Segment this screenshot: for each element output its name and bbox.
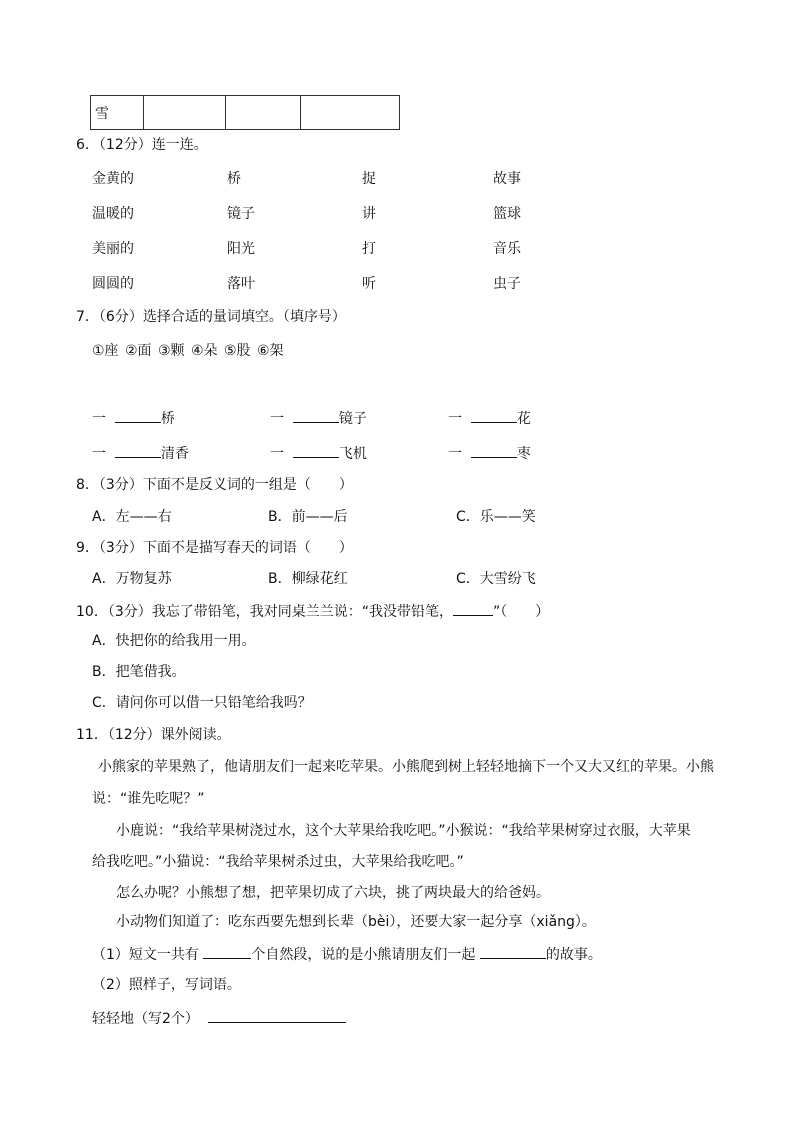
- choice-option-c[interactable]: C．乐——笑: [456, 509, 536, 525]
- fill-item: 一 枣: [448, 446, 531, 462]
- question-9-title: 9．（3分）下面不是描写春天的词语（ ）: [76, 540, 353, 556]
- answer-blank[interactable]: [115, 445, 161, 458]
- match-word[interactable]: 落叶: [227, 276, 255, 292]
- passage-paragraph: 小鹿说：“我给苹果树浇过水，这个大苹果给我吃吧。”小猴说：“我给苹果树穿过衣服，大苹果: [116, 823, 691, 839]
- question-10-title: 10．（3分）我忘了带铅笔，我对同桌兰兰说：“我没带铅笔， ”（ ）: [76, 604, 550, 620]
- passage-paragraph: 说：“谁先吃呢？”: [92, 791, 205, 807]
- answer-blank[interactable]: [471, 445, 517, 458]
- sub-question-1: （1）短文一共有 个自然段，说的是小熊请朋友们一起 的故事。: [92, 947, 602, 963]
- question-11-title: 11．（12分）课外阅读。: [76, 727, 231, 743]
- passage-paragraph: 小熊家的苹果熟了，他请朋友们一起来吃苹果。小熊爬到树上轻轻地摘下一个又大又红的苹果。小熊: [98, 759, 714, 775]
- fill-item: 一 桥: [92, 411, 175, 427]
- match-word[interactable]: 篮球: [493, 206, 521, 222]
- match-word[interactable]: 圆圆的: [92, 276, 134, 292]
- fill-item: 一 花: [448, 411, 531, 427]
- table-cell[interactable]: [226, 96, 301, 130]
- answer-blank[interactable]: [293, 445, 339, 458]
- match-word[interactable]: 温暖的: [92, 206, 134, 222]
- answer-blank[interactable]: [115, 410, 161, 423]
- match-word[interactable]: 故事: [493, 171, 521, 187]
- answer-blank[interactable]: [293, 410, 339, 423]
- answer-blank[interactable]: [203, 946, 251, 959]
- match-word[interactable]: 捉: [362, 171, 376, 187]
- match-word[interactable]: 打: [362, 241, 376, 257]
- answer-blank[interactable]: [208, 1010, 346, 1023]
- answer-blank[interactable]: [480, 946, 546, 959]
- match-word[interactable]: 虫子: [493, 276, 521, 292]
- match-word[interactable]: 阳光: [227, 241, 255, 257]
- question-8-title: 8．（3分）下面不是反义词的一组是（ ）: [76, 477, 353, 493]
- fill-item: 一 飞机: [270, 446, 367, 462]
- answer-blank[interactable]: [453, 603, 493, 616]
- answer-blank[interactable]: [471, 410, 517, 423]
- passage-paragraph: 小动物们知道了：吃东西要先想到长辈（bèi），还要大家一起分享（xiǎng）。: [116, 914, 596, 930]
- choice-option-b[interactable]: B．柳绿花红: [268, 571, 348, 587]
- choice-option-a[interactable]: A．快把你的给我用一用。: [92, 633, 256, 649]
- match-word[interactable]: 讲: [362, 206, 376, 222]
- passage-paragraph: 给我吃吧。”小猫说：“我给苹果树杀过虫，大苹果给我吃吧。”: [92, 854, 464, 870]
- question-7-title: 7．（6分）选择合适的量词填空。（填序号）: [76, 309, 346, 325]
- choice-option-b[interactable]: B．前——后: [268, 509, 348, 525]
- choice-option-a[interactable]: A．左——右: [92, 509, 172, 525]
- sub-question-3: 轻轻地（写2个）: [92, 1010, 346, 1026]
- sub-question-2: （2）照样子，写词语。: [92, 977, 241, 993]
- match-word[interactable]: 镜子: [227, 206, 255, 222]
- choice-option-c[interactable]: C．大雪纷飞: [456, 571, 536, 587]
- table-cell: 雪: [91, 96, 144, 130]
- question-6-title: 6．（12分）连一连。: [76, 137, 208, 153]
- measure-word-options: ①座 ②面 ③颗 ④朵 ⑤股 ⑥架: [92, 343, 284, 359]
- match-word[interactable]: 听: [362, 276, 376, 292]
- fill-item: 一 镜子: [270, 411, 367, 427]
- fill-item: 一 清香: [92, 446, 189, 462]
- character-table: [90, 95, 400, 130]
- match-word[interactable]: 桥: [227, 171, 241, 187]
- choice-option-a[interactable]: A．万物复苏: [92, 571, 172, 587]
- passage-paragraph: 怎么办呢？小熊想了想，把苹果切成了六块，挑了两块最大的给爸妈。: [116, 885, 550, 901]
- match-word[interactable]: 金黄的: [92, 171, 134, 187]
- match-word[interactable]: 音乐: [493, 241, 521, 257]
- table-cell[interactable]: [301, 96, 400, 130]
- match-word[interactable]: 美丽的: [92, 241, 134, 257]
- choice-option-b[interactable]: B．把笔借我。: [92, 664, 186, 680]
- choice-option-c[interactable]: C．请问你可以借一只铅笔给我吗？: [92, 695, 312, 711]
- table-cell[interactable]: [144, 96, 226, 130]
